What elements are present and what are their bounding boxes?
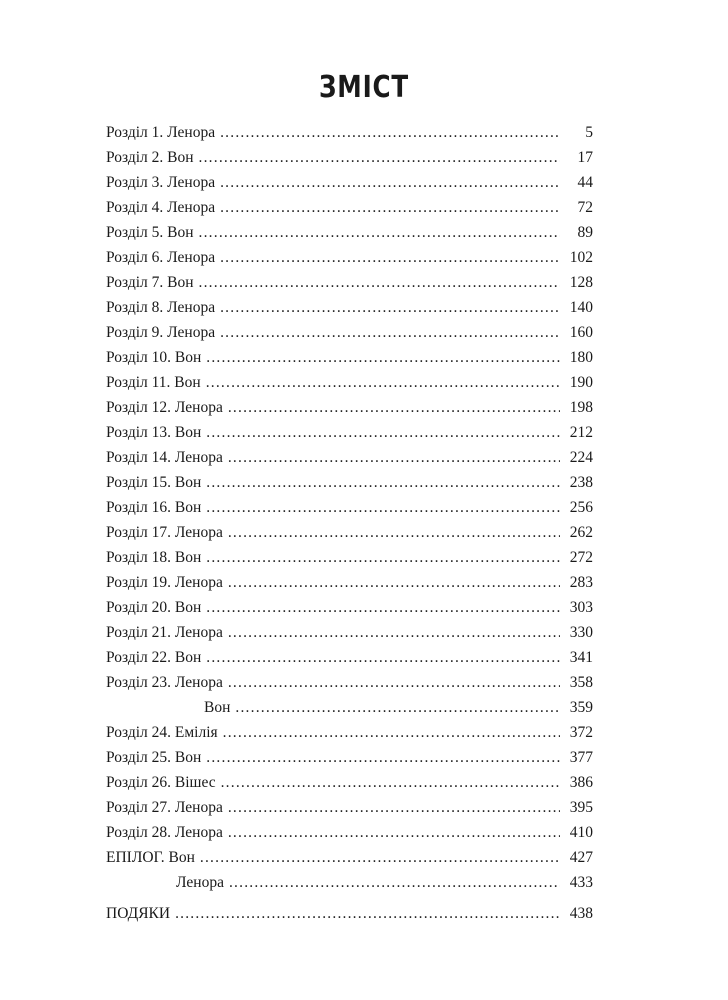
toc-entry-page: 283: [569, 574, 593, 591]
dot-leader: [228, 445, 560, 470]
toc-entry: [106, 420, 593, 445]
toc-entry-label: Розділ 3. Ленора: [106, 174, 216, 191]
toc-entry: [106, 595, 593, 620]
toc-entry: [106, 370, 593, 395]
toc-entry-label: Розділ 10. Вон: [106, 349, 202, 366]
dot-leader: [223, 720, 560, 745]
toc-entry-label: Розділ 1. Ленора: [106, 124, 216, 141]
toc-entry: [106, 870, 593, 895]
toc-entry-page: 358: [569, 674, 593, 691]
toc-entry-label: Розділ 13. Вон: [106, 424, 202, 441]
toc-entry-page: 190: [569, 374, 593, 391]
dot-leader: [200, 845, 560, 870]
dot-leader: [229, 870, 560, 895]
toc-entry-label: Розділ 4. Ленора: [106, 199, 216, 216]
toc-entry: [106, 795, 593, 820]
dot-leader: [206, 470, 560, 495]
toc-entry: [106, 170, 593, 195]
toc-entry-label: Ленора: [176, 874, 224, 891]
toc-entry-page: 198: [569, 399, 593, 416]
dot-leader: [206, 595, 560, 620]
dot-leader: [220, 320, 560, 345]
toc-entry-label: Розділ 6. Ленора: [106, 249, 216, 266]
page-title: ЗМІСТ: [318, 70, 410, 105]
dot-leader: [206, 645, 560, 670]
dot-leader: [220, 120, 560, 145]
toc-entry-page: 427: [569, 849, 593, 866]
toc-entry-label: Розділ 12. Ленора: [106, 399, 223, 416]
toc-entry-label: Розділ 2. Вон: [106, 149, 194, 166]
toc-entry: [106, 720, 593, 745]
toc-entry-label: Розділ 11. Вон: [106, 374, 201, 391]
toc-entry: [106, 695, 593, 720]
toc-entry-page: 395: [569, 799, 593, 816]
toc-entry: [106, 901, 593, 926]
dot-leader: [175, 901, 560, 926]
toc-entry-page: 410: [569, 824, 593, 841]
toc-entry: [106, 195, 593, 220]
dot-leader: [220, 295, 560, 320]
dot-leader: [206, 495, 560, 520]
toc-entry-label: Розділ 26. Вішес: [106, 774, 216, 791]
toc-entry: [106, 245, 593, 270]
toc-entry-page: 102: [569, 249, 593, 266]
toc-entry: [106, 545, 593, 570]
toc-entry-page: 330: [569, 624, 593, 641]
toc-entry-label: ПОДЯКИ: [106, 905, 171, 922]
dot-leader: [199, 145, 560, 170]
dot-leader: [206, 420, 560, 445]
toc-entry-label: Розділ 7. Вон: [106, 274, 194, 291]
toc-entry: [106, 495, 593, 520]
toc-entry: [106, 620, 593, 645]
toc-entry-page: 140: [569, 299, 593, 316]
dot-leader: [228, 395, 560, 420]
toc-entry-label: Розділ 20. Вон: [106, 599, 202, 616]
toc-entry-page: 341: [569, 649, 593, 666]
toc-entry: [106, 520, 593, 545]
dot-leader: [228, 520, 560, 545]
toc-entry-label: Розділ 21. Ленора: [106, 624, 223, 641]
toc-entry-label: Розділ 14. Ленора: [106, 449, 223, 466]
dot-leader: [199, 220, 560, 245]
toc-entry: [106, 270, 593, 295]
dot-leader: [228, 670, 560, 695]
toc-entry-page: 89: [577, 224, 593, 241]
toc-entry: [106, 570, 593, 595]
toc-entry-page: 272: [569, 549, 593, 566]
toc-entry-page: 44: [577, 174, 593, 191]
toc-entry-label: Розділ 19. Ленора: [106, 574, 223, 591]
toc-entry: [106, 145, 593, 170]
toc-entry: [106, 745, 593, 770]
toc-entry-label: Розділ 23. Ленора: [106, 674, 223, 691]
toc-entry-page: 438: [569, 905, 593, 922]
toc-entry: [106, 670, 593, 695]
dot-leader: [220, 195, 560, 220]
dot-leader: [206, 370, 560, 395]
toc-entry-page: 128: [569, 274, 593, 291]
toc-entry: [106, 395, 593, 420]
table-of-contents: [106, 120, 593, 926]
dot-leader: [206, 545, 560, 570]
toc-entry-page: 386: [569, 774, 593, 791]
toc-entry-page: 303: [569, 599, 593, 616]
toc-entry-page: 72: [577, 199, 593, 216]
dot-leader: [206, 345, 560, 370]
toc-entry-label: Розділ 18. Вон: [106, 549, 202, 566]
toc-entry-label: Розділ 16. Вон: [106, 499, 202, 516]
toc-entry-page: 224: [569, 449, 593, 466]
toc-entry: [106, 845, 593, 870]
toc-entry: [106, 645, 593, 670]
toc-entry-page: 359: [569, 699, 593, 716]
dot-leader: [220, 170, 560, 195]
toc-entry-page: 212: [569, 424, 593, 441]
toc-entry-label: Розділ 28. Ленора: [106, 824, 223, 841]
toc-entry-page: 377: [569, 749, 593, 766]
toc-entry-label: ЕПІЛОГ. Вон: [106, 849, 195, 866]
toc-entry: [106, 470, 593, 495]
toc-entry-page: 160: [569, 324, 593, 341]
toc-entry-page: 17: [577, 149, 593, 166]
toc-entry-label: Вон: [204, 699, 231, 716]
toc-entry-label: Розділ 27. Ленора: [106, 799, 223, 816]
toc-entry: [106, 820, 593, 845]
toc-entry-label: Розділ 17. Ленора: [106, 524, 223, 541]
dot-leader: [221, 770, 560, 795]
toc-entry: [106, 770, 593, 795]
toc-entry: [106, 220, 593, 245]
toc-entry: [106, 445, 593, 470]
toc-entry-page: 256: [569, 499, 593, 516]
toc-entry-page: 372: [569, 724, 593, 741]
dot-leader: [220, 245, 560, 270]
toc-entry-label: Розділ 15. Вон: [106, 474, 202, 491]
toc-entry: [106, 295, 593, 320]
toc-entry-label: Розділ 25. Вон: [106, 749, 202, 766]
toc-entry-label: Розділ 22. Вон: [106, 649, 202, 666]
dot-leader: [228, 570, 560, 595]
toc-entry-label: Розділ 9. Ленора: [106, 324, 216, 341]
toc-entry-page: 433: [569, 874, 593, 891]
toc-entry: [106, 120, 593, 145]
dot-leader: [228, 620, 560, 645]
toc-entry-label: Розділ 5. Вон: [106, 224, 194, 241]
dot-leader: [235, 695, 560, 720]
toc-entry-page: 5: [585, 124, 593, 141]
dot-leader: [228, 795, 560, 820]
toc-entry-label: Розділ 8. Ленора: [106, 299, 216, 316]
toc-entry: [106, 345, 593, 370]
toc-entry-page: 180: [569, 349, 593, 366]
dot-leader: [228, 820, 560, 845]
toc-entry-label: Розділ 24. Емілія: [106, 724, 218, 741]
toc-entry-page: 238: [569, 474, 593, 491]
toc-entry-page: 262: [569, 524, 593, 541]
dot-leader: [206, 745, 560, 770]
toc-entry: [106, 320, 593, 345]
dot-leader: [199, 270, 560, 295]
